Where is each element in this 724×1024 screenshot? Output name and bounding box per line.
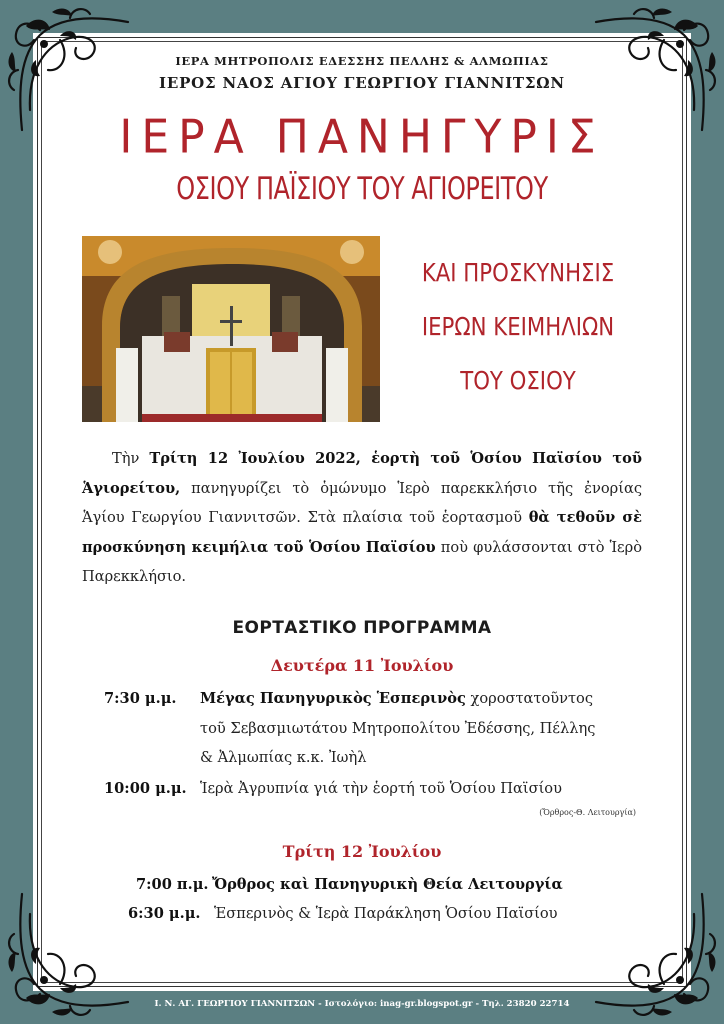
schedule-row [128,905,558,922]
veneration-title-line3: ΤΟΥ ΟΣΙΟΥ [460,366,576,395]
event-time: 7:00 π.μ. [136,876,209,893]
event-title: Μέγας Πανηγυρικὸς Ἑσπερινὸς [200,690,466,707]
body-text: πανηγυρίζει τὸ ὁμώνυμο Ἱερὸ παρεκκλήσιο τῆς ἐνορίας Ἁγίου Γεωργίου Γιαννιτσῶν. Στὰ πλαίσια τοῦ ἑορτασμοῦ [82,479,642,526]
event-text: τοῦ Σεβασμιωτάτου Μητροπολίτου Ἐδέσσης, Πέλλης [200,720,596,737]
event-time: 10:00 μ.μ. [104,780,187,797]
metropolis-header: ΙΕΡΑ ΜΗΤΡΟΠΟΛΙΣ ΕΔΕΣΣΗΣ ΠΕΛΛΗΣ & ΑΛΜΩΠΙΑΣ [175,54,549,68]
event-text: Ἱερὰ Ἀγρυπνία γιά τὴν ἑορτή τοῦ Ὁσίου Παϊσίου [200,780,562,797]
veneration-title-line1: ΚΑΙ ΠΡΟΣΚΥΝΗΣΙΣ [421,258,615,287]
schedule-row [104,780,562,797]
footer-contact: Ι. Ν. ΑΓ. ΓΕΩΡΓΙΟΥ ΓΙΑΝΝΙΤΣΩΝ - Ιστολόγιο: inag-gr.blogspot.gr - Τηλ. 23820 22714 [154,999,570,1009]
event-title: Ὄρθρος καὶ Πανηγυρικὴ Θεία Λειτουργία [212,876,563,893]
body-bold-relics: θὰ τεθοῦν σὲ προσκύνηση κειμήλια τοῦ Ὁσίου Παϊσίου [82,509,643,556]
chapel-photo [82,236,380,422]
veneration-title-line2: ΙΕΡΩΝ ΚΕΙΜΗΛΙΩΝ [421,312,615,341]
body-text: ποὺ φυλάσσονται στὸ Ἱερὸ Παρεκκλήσιο. [82,538,642,585]
schedule-row [136,876,563,893]
body-text: Τὴν [112,450,150,467]
event-text: & Ἀλμωπίας κ.κ. Ἰωὴλ [200,749,367,766]
church-header: ΙΕΡΟΣ ΝΑΟΣ ΑΓΙΟΥ ΓΕΩΡΓΙΟΥ ΓΙΑΝΝΙΤΣΩΝ [159,74,565,92]
event-note: (Ὄρθρος-Θ. Λειτουργία) [539,808,636,817]
day-heading: Δευτέρα 11 Ἰουλίου [270,656,454,675]
event-text: Ἑσπερινὸς & Ἱερὰ Παράκληση Ὁσίου Παϊσίου [214,905,558,922]
event-time: 6:30 μ.μ. [128,905,201,922]
schedule-row [104,690,593,707]
saint-title: ΟΣΙΟΥ ΠΑΪΣΙΟΥ ΤΟΥ ΑΓΙΟΡΕΙΤΟΥ [176,171,548,207]
day-heading: Τρίτη 12 Ἰουλίου [282,842,442,861]
event-text: χοροστατοῦντος [465,690,594,707]
feast-title: ΙΕΡΑ ΠΑΝΗΓΥΡΙΣ [119,110,605,165]
program-title: ΕΟΡΤΑΣΤΙΚΟ ΠΡΟΓΡΑΜΜΑ [232,618,492,638]
event-time: 7:30 μ.μ. [104,690,177,707]
announcement-paragraph [82,444,642,592]
body-bold-date: Τρίτη 12 Ἰουλίου 2022, ἑορτὴ τοῦ Ὁσίου Παϊσίου τοῦ Ἁγιορείτου, [82,450,643,497]
